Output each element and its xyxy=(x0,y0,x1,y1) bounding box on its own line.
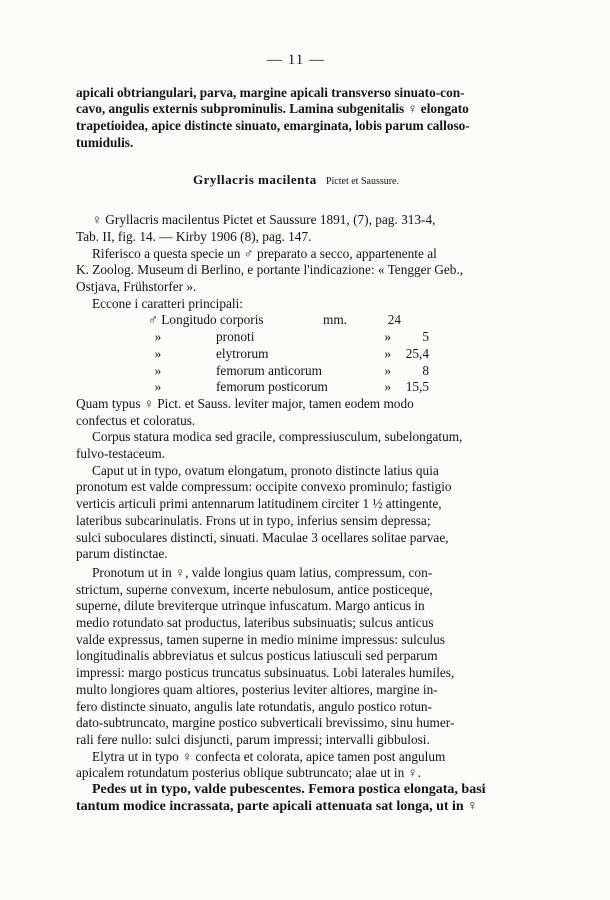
measurement-row xyxy=(148,346,448,363)
measurement-value: 5 xyxy=(422,329,429,345)
text-line: Quam typus ♀ Pict. et Sauss. leviter major, tamen eodem modo xyxy=(76,395,414,411)
text-line: tumidulis. xyxy=(76,134,134,150)
text-line: trapetioidea, apice distincte sinuato, emarginata, lobis parum calloso- xyxy=(76,118,470,134)
measurement-table xyxy=(148,312,448,395)
text-line: longitudinalis abbreviatus et sulcus posticus latiusculi sed perparum xyxy=(76,648,438,664)
text-line: K. Zoolog. Museum di Berlino, e portante l'indicazione: « Tengger Geb., xyxy=(76,262,464,278)
ditto-mark: » xyxy=(384,329,391,345)
elytra-paragraph xyxy=(76,749,516,782)
text-line: Pedes ut in typo, valde pubescentes. Femora postica elongata, basi xyxy=(92,782,486,798)
specimen-paragraph xyxy=(76,246,516,296)
text-line: ♀ Gryllacris macilentus Pictet et Saussure 1891, (7), pag. 313-4, xyxy=(92,212,436,228)
measurement-label: femorum posticorum xyxy=(216,379,328,395)
synonymy-paragraph xyxy=(76,212,516,245)
page-number: — 11 — xyxy=(267,52,325,68)
text-line: strictum, superne convexum, incerte nebulosum, antice posticeque, xyxy=(76,581,433,597)
ditto-mark: » xyxy=(154,362,162,378)
ditto-mark: » xyxy=(384,362,391,378)
text-line: Corpus statura modica sed gracile, compressiusculum, subelongatum, xyxy=(92,429,463,445)
measurement-label: elytrorum xyxy=(216,345,269,361)
characters-intro: Eccone i caratteri principali: xyxy=(92,295,243,311)
measurement-value: 25,4 xyxy=(405,345,429,361)
species-heading xyxy=(76,172,516,191)
text-line: rali fere nullo: sulci disjuncti, parum impressi; intervalli gibbulosi. xyxy=(76,731,430,747)
text-line: Ostjava, Frühstorfer ». xyxy=(76,279,197,295)
measurement-row xyxy=(148,363,448,380)
text-line: cavo, angulis externis subprominulis. Lamina subgenitalis ♀ elongato xyxy=(76,101,469,117)
measurement-value: 15,5 xyxy=(405,379,429,395)
text-line: Caput ut in typo, ovatum elongatum, pronoto distincte latius quia xyxy=(92,462,439,478)
measurement-row xyxy=(148,379,448,396)
text-line: verticis articuli primi antennarum latitudinem circiter 1 ½ attingente, xyxy=(76,496,442,512)
text-line: dato-subtruncato, margine postico subverticali brevissimo, sinu humer- xyxy=(76,715,455,731)
text-line: apicalem rotundatum posterius oblique subtruncato; alae ut in ♀. xyxy=(76,765,421,781)
measurement-value: 8 xyxy=(422,362,429,378)
measurement-row xyxy=(148,312,448,329)
text-line: Riferisco a questa specie un ♂ preparato a secco, appartenente al xyxy=(92,245,437,261)
text-line: Elytra ut in typo ♀ confecta et colorata, apice tamen post angulum xyxy=(92,748,446,764)
species-authority: Pictet et Saussure. xyxy=(325,175,399,187)
text-line: parum distinctae. xyxy=(76,546,168,562)
text-line: fero distincte sinuato, angulis late rotundatis, angulo postico rotun- xyxy=(76,698,432,714)
ditto-mark: » xyxy=(384,345,391,361)
measurement-label: femorum anticorum xyxy=(216,362,322,378)
corpus-paragraph xyxy=(76,429,516,462)
ditto-mark: » xyxy=(154,345,162,361)
text-line: valde expressus, tamen superne in medio minime impressus: sulculus xyxy=(76,631,445,647)
ditto-mark: » xyxy=(154,329,162,345)
ditto-mark: » xyxy=(154,379,162,395)
text-line: Tab. II, fig. 14. — Kirby 1906 (8), pag. 147. xyxy=(76,228,312,244)
text-line: superne, dilute breviterque utrinque infuscatum. Margo anticus in xyxy=(76,598,425,614)
text-line: lateribus subcarinulatis. Frons ut in typo, inferius sensim depressa; xyxy=(76,512,431,528)
intro-paragraph xyxy=(76,85,516,152)
species-name: Gryllacris macilenta xyxy=(192,171,317,187)
text-line: medio rotundato sat productus, lateribus subsinuatis; sulcus anticus xyxy=(76,615,434,631)
measurement-value: 24 xyxy=(387,312,401,328)
text-line: confectus et coloratus. xyxy=(76,412,196,428)
text-line: fulvo-testaceum. xyxy=(76,445,165,461)
measurement-row xyxy=(148,329,448,346)
document-page xyxy=(76,52,516,815)
pedes-paragraph xyxy=(76,782,516,815)
measurement-label: pronoti xyxy=(216,329,255,345)
measurement-unit: mm. xyxy=(323,312,348,328)
text-line: apicali obtriangulari, parva, margine apicali transverso sinuato-con- xyxy=(76,84,465,100)
text-line: sulci suboculares distincti, sinuati. Maculae 3 ocellares solitae parvae, xyxy=(76,529,449,545)
pronotum-paragraph xyxy=(76,565,516,749)
ditto-mark: » xyxy=(384,379,391,395)
text-line: pronotum est valde compressum: occipite convexo prominulo; fastigio xyxy=(76,479,452,495)
typus-paragraph xyxy=(76,396,516,429)
text-line: multo longiores quam altiores, posterius leviter altiores, margine in- xyxy=(76,681,438,697)
caput-paragraph xyxy=(76,463,516,563)
text-line: impressi: margo posticus truncatus subsinuatus. Lobi laterales humiles, xyxy=(76,665,455,681)
measurement-label: ♂ Longitudo corporis xyxy=(148,312,264,328)
text-line: Pronotum ut in ♀, valde longius quam latius, compressum, con- xyxy=(92,564,433,580)
text-line: tantum modice incrassata, parte apicali attenuata sat longa, ut in ♀ xyxy=(76,798,478,814)
